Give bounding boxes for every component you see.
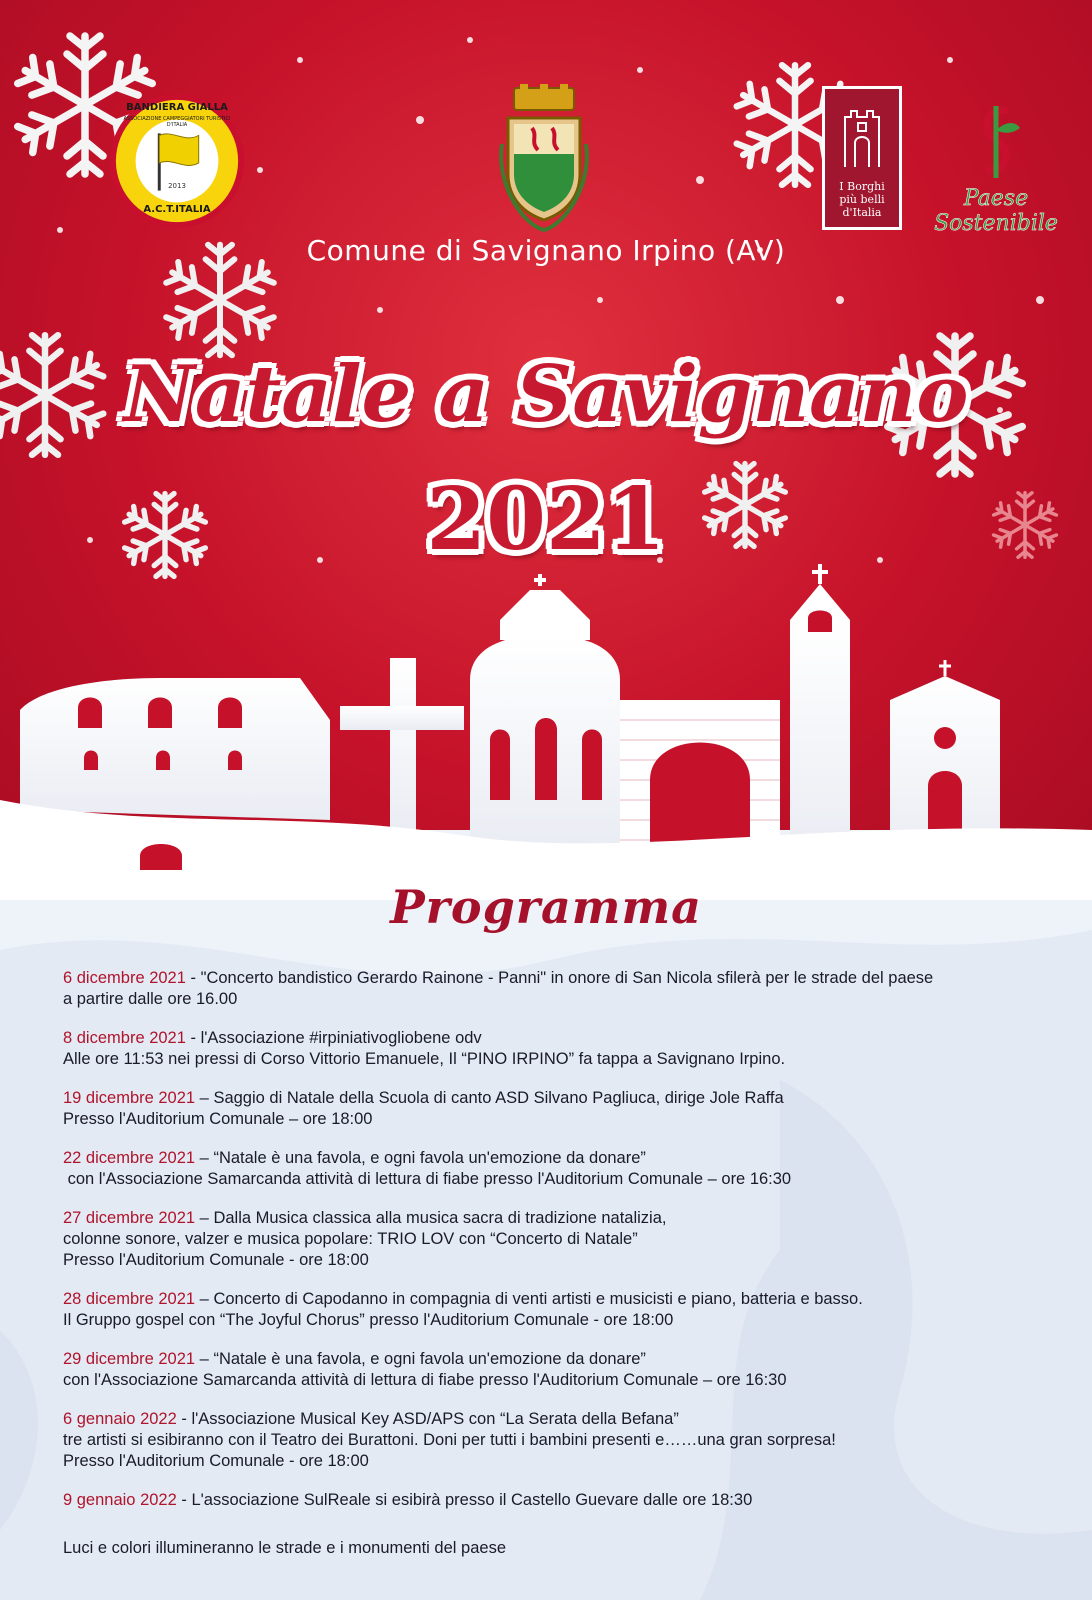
event-text: l'Associazione #irpiniativogliobene odv <box>200 1029 482 1047</box>
event-item <box>63 968 1073 1010</box>
event-item <box>63 1148 1073 1190</box>
event-text: L'associazione SulReale si esibirà presso il Castello Guevare dalle ore 18:30 <box>191 1491 753 1509</box>
event-date: 22 dicembre 2021 <box>63 1149 196 1167</box>
village-skyline-illustration <box>0 560 1092 900</box>
event-line <box>63 1349 1073 1370</box>
paese-sostenibile-text: Paese Sostenibile <box>934 186 1058 236</box>
event-date: 6 dicembre 2021 <box>63 969 186 987</box>
event-separator: – <box>195 1290 214 1308</box>
event-text: colonne sonore, valzer e musica popolare: TRIO LOV con “Concerto di Natale” <box>63 1230 638 1248</box>
event-text: “Natale è una favola, e ogni favola un'emozione da donare” <box>213 1350 646 1368</box>
event-date: 8 dicembre 2021 <box>63 1029 186 1047</box>
event-date: 29 dicembre 2021 <box>63 1350 196 1368</box>
event-item <box>63 1490 1073 1511</box>
event-text: Concerto di Capodanno in compagnia di venti artisti e musicisti e piano, batteria e basso. <box>213 1290 863 1308</box>
event-text: Il Gruppo gospel con “The Joyful Chorus” presso l'Auditorium Comunale - ore 18:00 <box>63 1311 674 1329</box>
event-separator: - <box>185 1029 201 1047</box>
event-separator: – <box>195 1350 214 1368</box>
event-separator: – <box>195 1209 214 1227</box>
event-item <box>63 1208 1073 1271</box>
event-line <box>63 1430 1073 1451</box>
borghi-piu-belli-logo <box>822 86 902 230</box>
event-line <box>63 1169 1073 1190</box>
event-item <box>63 1289 1073 1331</box>
event-line <box>63 1088 1073 1109</box>
event-line <box>63 1310 1073 1331</box>
event-text: con l'Associazione Samarcanda attività di lettura di fiabe presso l'Auditorium Comunale – ore 16:30 <box>63 1371 787 1389</box>
event-date: 19 dicembre 2021 <box>63 1089 196 1107</box>
borghi-line2: più belli <box>839 193 885 206</box>
event-text: Presso l'Auditorium Comunale – ore 18:00 <box>63 1110 373 1128</box>
event-line <box>63 1451 1073 1472</box>
event-line <box>63 1289 1073 1310</box>
event-date: 9 gennaio 2022 <box>63 1491 177 1509</box>
event-text: Dalla Musica classica alla musica sacra di tradizione natalizia, <box>213 1209 667 1227</box>
footer-note: Luci e colori illumineranno le strade e i monumenti del paese <box>63 1539 506 1557</box>
event-line <box>63 1250 1073 1271</box>
event-separator: - <box>176 1491 192 1509</box>
bandiera-text: BANDIERA GIALLA ASSOCIAZIONE CAMPEGGIATORI TURISTICI D'ITALIA 2013 A.C.T.ITALIA <box>123 102 231 215</box>
event-date: 6 gennaio 2022 <box>63 1410 177 1428</box>
event-separator: - <box>185 969 201 987</box>
event-text: Alle ore 11:53 nei pressi di Corso Vittorio Emanuele, Il “PINO IRPINO” fa tappa a Savignano Irpino. <box>63 1050 786 1068</box>
event-line <box>63 1049 1073 1070</box>
event-text: l'Associazione Musical Key ASD/APS con “La Serata della Befana” <box>191 1410 679 1428</box>
event-text: "Concerto bandistico Gerardo Rainone - Panni" in onore di San Nicola sfilerà per le strade del paese <box>200 969 934 987</box>
programma-heading: Programma <box>390 880 702 934</box>
event-date: 27 dicembre 2021 <box>63 1209 196 1227</box>
event-line <box>63 968 1073 989</box>
comune-name: Comune di Savignano Irpino (AV) <box>306 234 786 267</box>
event-line <box>63 1229 1073 1250</box>
event-title: Natale a Savignano <box>123 349 969 440</box>
event-line <box>63 1208 1073 1229</box>
event-text: Presso l'Auditorium Comunale - ore 18:00 <box>63 1452 369 1470</box>
event-line <box>63 1028 1073 1049</box>
event-line <box>63 1490 1073 1511</box>
borghi-line3: d'Italia <box>842 206 882 219</box>
event-separator: – <box>195 1089 214 1107</box>
event-text: a partire dalle ore 16.00 <box>63 990 238 1008</box>
event-date: 28 dicembre 2021 <box>63 1290 196 1308</box>
events-list <box>63 968 1073 1529</box>
event-item <box>63 1028 1073 1070</box>
event-text: con l'Associazione Samarcanda attività di lettura di fiabe presso l'Auditorium Comunale – ore 16:30 <box>63 1170 792 1188</box>
event-separator: - <box>176 1410 192 1428</box>
event-line <box>63 989 1073 1010</box>
event-item <box>63 1409 1073 1472</box>
borghi-line1: I Borghi <box>839 180 885 193</box>
event-text: “Natale è una favola, e ogni favola un'emozione da donare” <box>213 1149 646 1167</box>
event-text: tre artisti si esibiranno con il Teatro dei Burattoni. Doni per tutti i bambini presenti e……una gran sorpresa! <box>63 1431 836 1449</box>
event-line <box>63 1370 1073 1391</box>
event-text: Saggio di Natale della Scuola di canto ASD Silvano Pagliuca, dirige Jole Raffa <box>213 1089 784 1107</box>
event-item <box>63 1088 1073 1130</box>
event-item <box>63 1349 1073 1391</box>
comune-coat-of-arms <box>492 84 596 234</box>
event-line <box>63 1109 1073 1130</box>
event-line <box>63 1409 1073 1430</box>
event-line <box>63 1148 1073 1169</box>
event-text: Presso l'Auditorium Comunale - ore 18:00 <box>63 1251 369 1269</box>
paese-sostenibile-logo <box>912 100 1080 240</box>
event-year: 2021 <box>426 469 666 570</box>
event-separator: – <box>195 1149 214 1167</box>
